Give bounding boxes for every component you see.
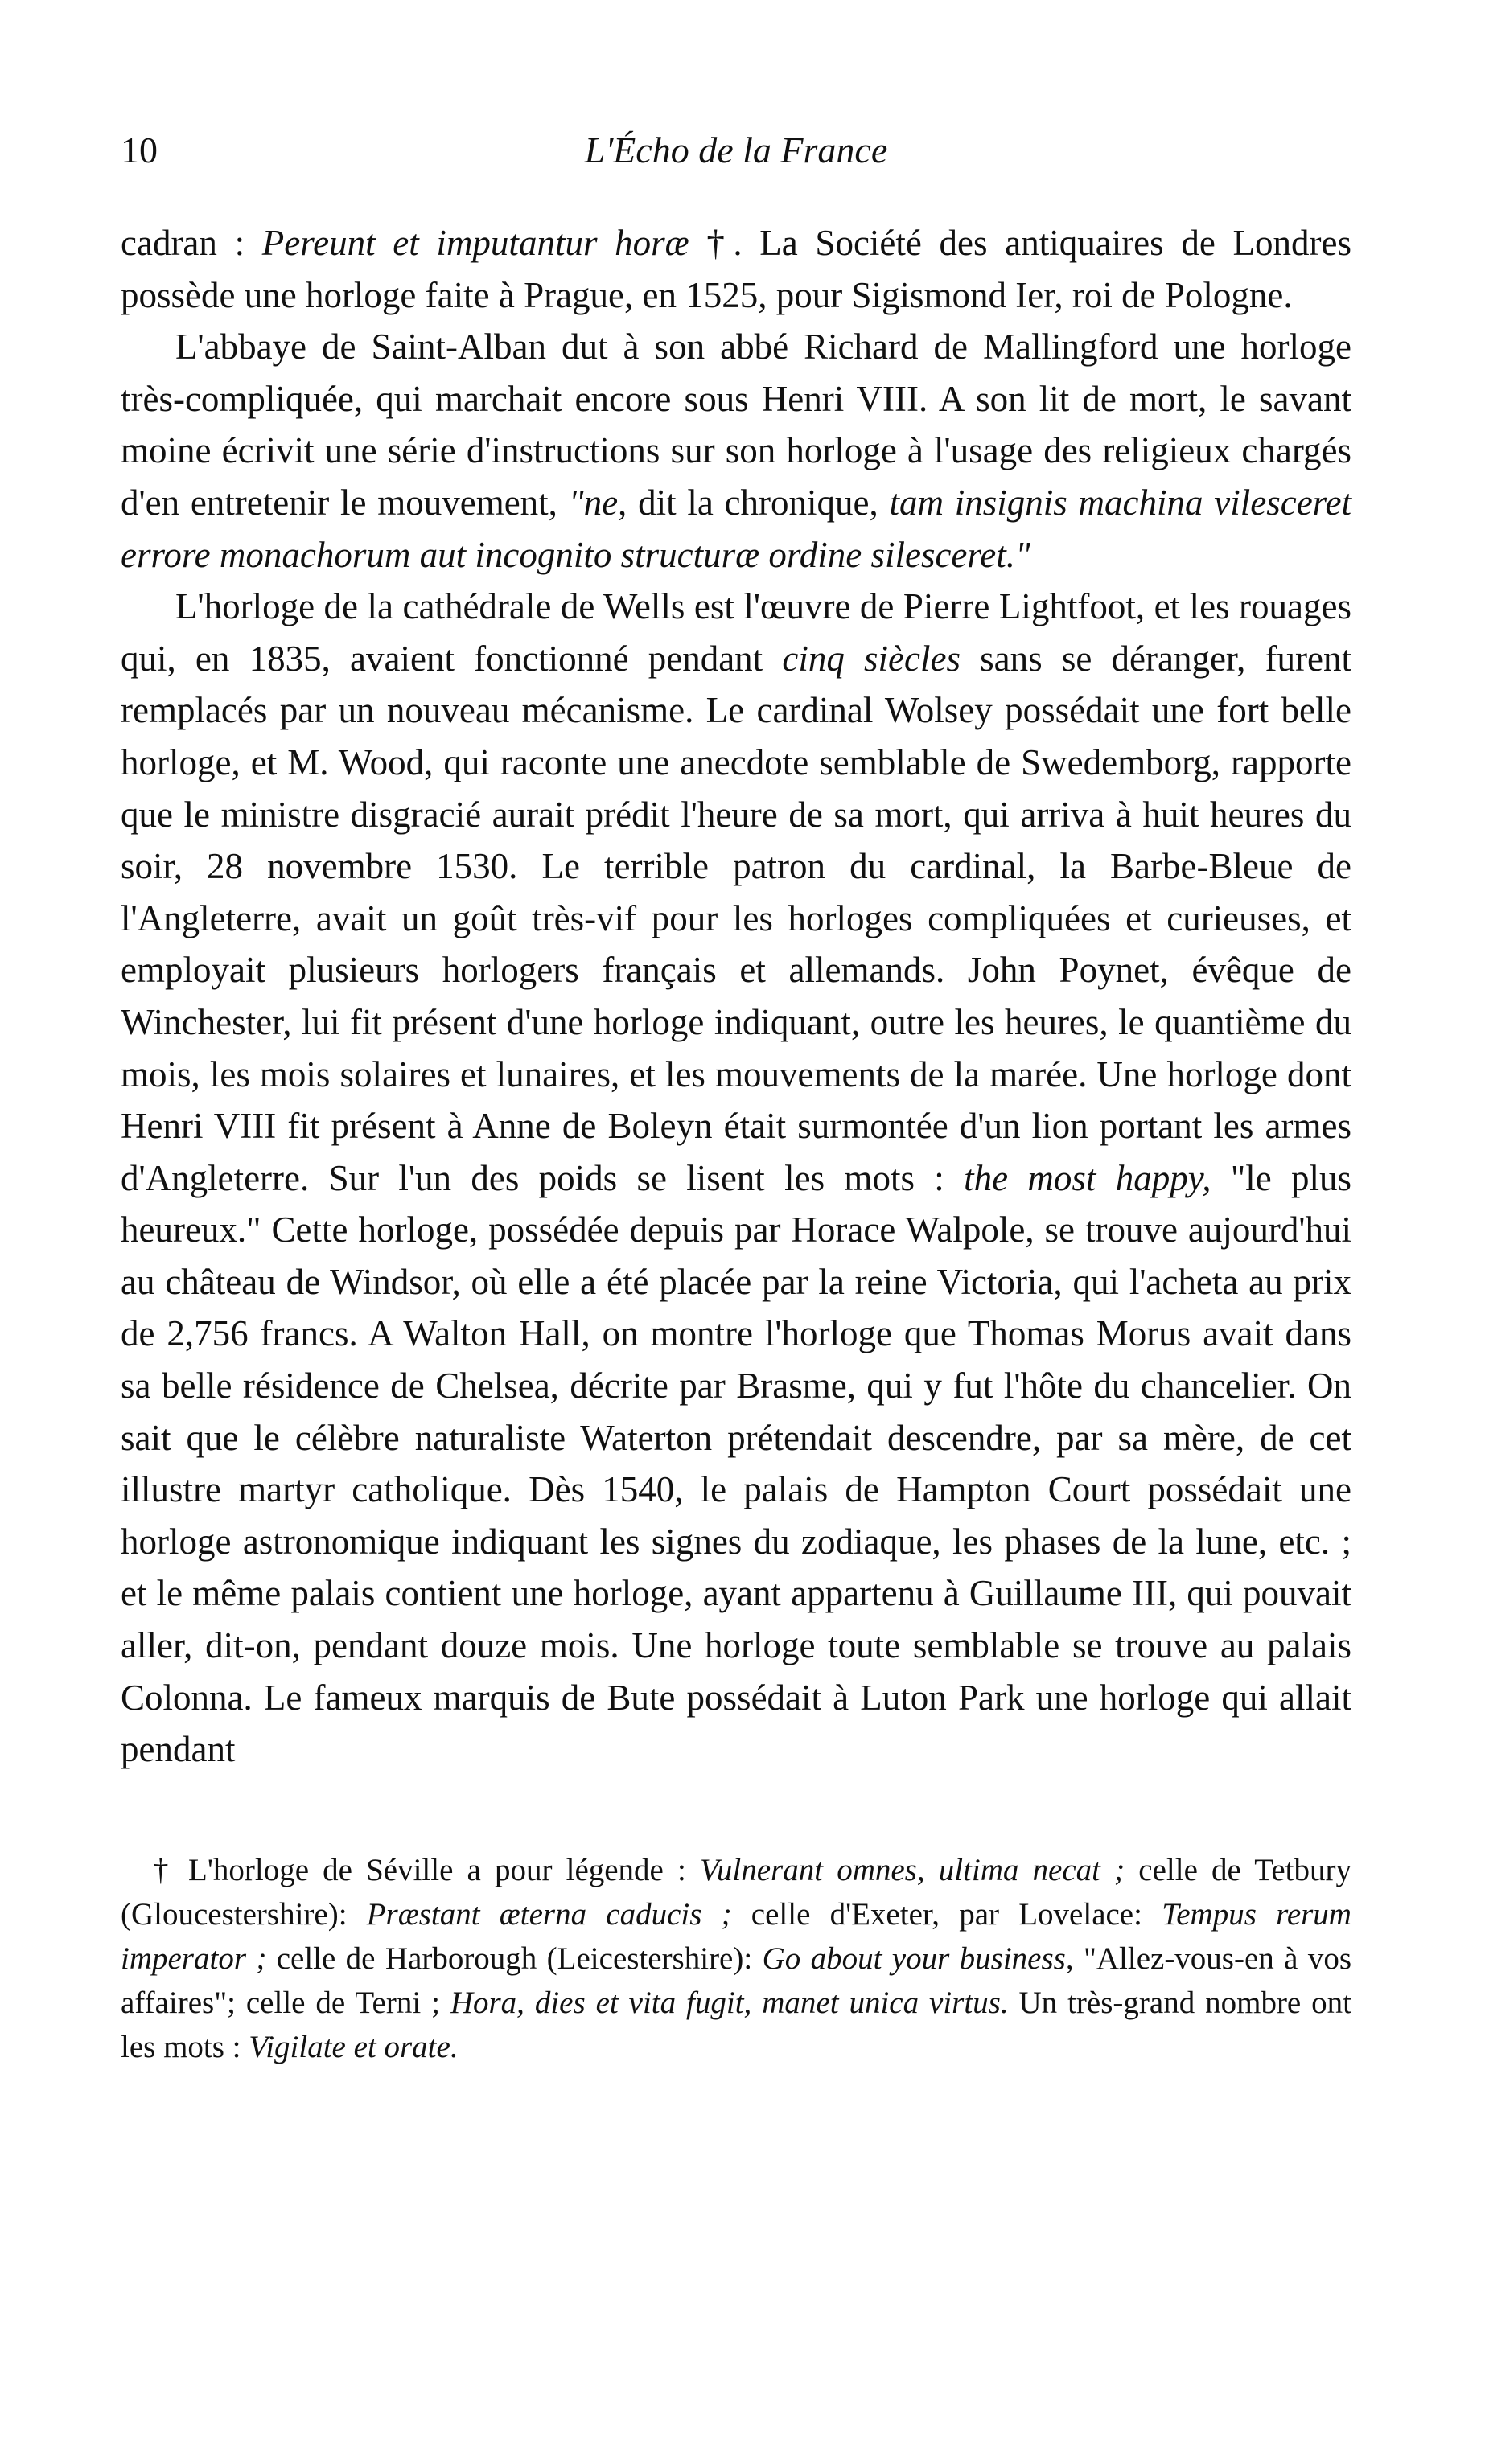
text-run: † L'horloge de Séville a pour légende :: [153, 1852, 700, 1887]
paragraph-1: [121, 217, 1351, 321]
paragraph-3: [121, 581, 1351, 1776]
text-run: Un très-grand nombre ont les mots :: [121, 1985, 1351, 2064]
text-run: cadran :: [121, 223, 262, 263]
body-text: [121, 217, 1351, 1776]
english-motto: the most happy,: [964, 1157, 1211, 1198]
running-title: L'Écho de la France: [584, 129, 888, 170]
latin-inscription: Pereunt et imputantur horæ: [261, 223, 689, 263]
italic-quote-open: "ne,: [568, 482, 627, 523]
text-run: celle d'Exeter, par Lovelace:: [731, 1896, 1162, 1932]
text-run: L'horloge de la cathédrale de Wells est l'œuvre de Pierre Lightfoot, et les rouages qui, en 1835, avaient fonctionné pendant: [121, 586, 1351, 679]
page-header: [121, 121, 1351, 185]
motto-vigilate: Vigilate et orate.: [249, 2029, 459, 2064]
text-run: "Allez-vous-en à vos affaires"; celle de Terni ;: [121, 1940, 1351, 2020]
page-number: 10: [121, 129, 158, 170]
paragraph-2: [121, 321, 1351, 581]
text-run: celle de Harborough (Leicestershire):: [266, 1940, 763, 1976]
text-run: dit la chronique,: [627, 482, 890, 523]
footnote-text: [121, 1848, 1351, 2069]
motto-harborough: Go about your business,: [762, 1940, 1074, 1976]
motto-tetbury: Præstant æterna caducis ;: [366, 1896, 732, 1932]
motto-terni: Hora, dies et vita fugit, manet unica virtus.: [450, 1985, 1009, 2020]
footnote: [121, 1848, 1351, 2069]
text-run: L'abbaye de Saint-Alban dut à son abbé Richard de Mallingford une horloge très-compliquée, qui marchait encore sous Henri VIII. A son lit de mort, le savant moine écrivit une série d'instructions sur son horloge à l'usage des religieux chargés d'en entretenir le mouvement,: [121, 326, 1351, 523]
text-run: "le plus heureux." Cette horloge, possédée depuis par Horace Walpole, se trouve aujourd'hui au château de Windsor, où elle a été placée par la reine Victoria, qui l'acheta au prix de 2,756 francs. A Walton Hall, on montre l'horloge que Thomas Morus avait dans sa belle résidence de Chelsea, décrite par Brasme, qui y fut l'hôte du chancelier. On sait que le célèbre naturaliste Waterton prétendait descendre, par sa mère, de cet illustre martyr catholique. Dès 1540, le palais de Hampton Court possédait une horloge astronomique indiquant les signes du zodiaque, les phases de la lune, etc. ; et le même palais contient une horloge, ayant appartenu à Guillaume III, qui pouvait aller, dit-on, pendant douze mois. Une horloge toute semblable se trouve au palais Colonna. Le fameux marquis de Bute possédait à Luton Park une horloge qui allait pendant: [121, 1157, 1352, 1770]
motto-seville: Vulnerant omnes, ultima necat ;: [699, 1852, 1125, 1887]
text-run: sans se déranger, furent remplacés par un nouveau mécanisme. Le cardinal Wolsey possédait une fort belle horloge, et M. Wood, qui raconte une anecdote semblable de Swedemborg, rapporte que le ministre disgracié aurait prédit l'heure de sa mort, qui arriva à huit heures du soir, 28 novembre 1530. Le terrible patron du cardinal, la Barbe-Bleue de l'Angleterre, avait un goût très-vif pour les horloges compliquées et curieuses, et employait plusieurs horlogers français et allemands. John Poynet, évêque de Winchester, lui fit présent d'une horloge indiquant, outre les heures, le quantième du mois, les mois solaires et lunaires, et les mouvements de la marée. Une horloge dont Henri VIII fit présent à Anne de Boleyn était surmontée d'un lion portant les armes d'Angleterre. Sur l'un des poids se lisent les mots :: [121, 638, 1351, 1198]
motto-exeter: Tempus rerum imperator ;: [121, 1896, 1351, 1976]
text-run: celle de Tetbury (Gloucestershire):: [121, 1852, 1351, 1932]
latin-quote: tam insignis machina vilesceret errore monachorum aut incognito structuræ ordine silesceret.": [121, 482, 1351, 575]
book-page: [121, 121, 1351, 2069]
text-run: †. La Société des antiquaires de Londres possède une horloge faite à Prague, en 1525, pour Sigismond Ier, roi de Pologne.: [121, 223, 1351, 315]
italic-phrase: cinq siècles: [782, 638, 961, 679]
